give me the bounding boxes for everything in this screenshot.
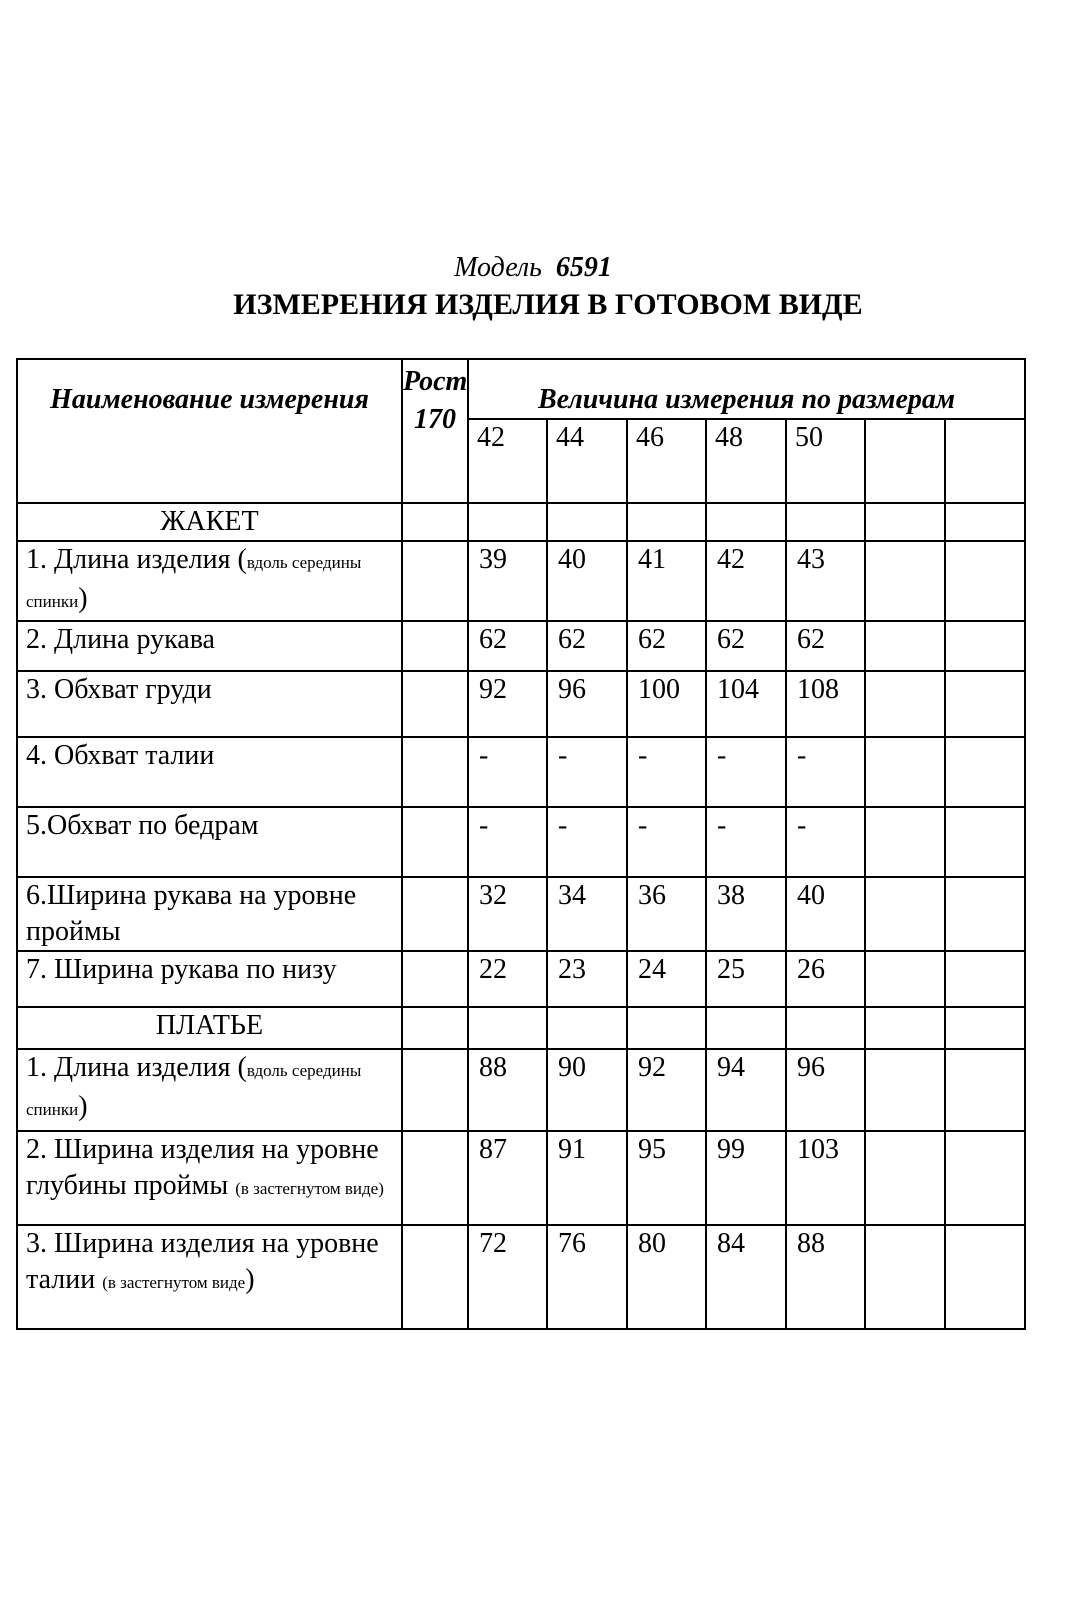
value-cell — [945, 807, 1025, 877]
measurement-name — [17, 807, 402, 877]
value-cell — [945, 1049, 1025, 1131]
value-cell — [945, 1131, 1025, 1225]
size-header-cell — [865, 419, 945, 503]
value-cell: 24 — [627, 951, 706, 1007]
growth-cell — [402, 877, 468, 951]
table-row — [17, 621, 1025, 671]
value-cell: 91 — [547, 1131, 627, 1225]
size-header-cell: 44 — [547, 419, 627, 503]
empty-cell — [547, 503, 627, 541]
measurement-label: 4. Обхват талии — [26, 740, 215, 771]
value-cell: 38 — [706, 877, 786, 951]
growth-cell — [402, 621, 468, 671]
header-values-title: Величина измерения по размерам — [468, 359, 1025, 419]
value-cell — [945, 621, 1025, 671]
value-cell: - — [627, 737, 706, 807]
value-cell: 92 — [627, 1049, 706, 1131]
model-title — [0, 252, 1066, 284]
measurement-label: 1. Длина изделия ( — [26, 1052, 247, 1083]
size-header-cell: 46 — [627, 419, 706, 503]
section-row — [17, 1007, 1025, 1049]
header-growth-cell — [402, 359, 468, 503]
value-cell: 108 — [786, 671, 865, 737]
value-cell — [945, 737, 1025, 807]
measurement-name — [17, 737, 402, 807]
measurement-close: ) — [78, 1091, 88, 1122]
table-row — [17, 1131, 1025, 1225]
value-cell: 84 — [706, 1225, 786, 1329]
value-cell: 62 — [468, 621, 547, 671]
table-row — [17, 1049, 1025, 1131]
value-cell: 99 — [706, 1131, 786, 1225]
value-cell: 34 — [547, 877, 627, 951]
empty-cell — [402, 503, 468, 541]
value-cell: 92 — [468, 671, 547, 737]
value-cell: 94 — [706, 1049, 786, 1131]
value-cell — [865, 1049, 945, 1131]
empty-cell — [865, 1007, 945, 1049]
value-cell — [865, 807, 945, 877]
value-cell: - — [468, 737, 547, 807]
value-cell — [945, 671, 1025, 737]
value-cell: 62 — [786, 621, 865, 671]
measurement-label: 3. Обхват груди — [26, 674, 212, 705]
value-cell: 40 — [786, 877, 865, 951]
growth-cell — [402, 951, 468, 1007]
value-cell: 26 — [786, 951, 865, 1007]
value-cell: 76 — [547, 1225, 627, 1329]
growth-cell — [402, 807, 468, 877]
measurement-label: 6.Ширина рукава на уровне проймы — [26, 880, 357, 947]
value-cell: 62 — [627, 621, 706, 671]
header-name-cell: Наименование измерения — [17, 359, 402, 503]
value-cell: 80 — [627, 1225, 706, 1329]
value-cell: 103 — [786, 1131, 865, 1225]
value-cell: 42 — [706, 541, 786, 621]
measurement-name — [17, 541, 402, 621]
section-title: ПЛАТЬЕ — [17, 1007, 402, 1049]
value-cell: 95 — [627, 1131, 706, 1225]
value-cell: - — [547, 737, 627, 807]
value-cell: 90 — [547, 1049, 627, 1131]
measurement-name — [17, 621, 402, 671]
size-header-cell: 50 — [786, 419, 865, 503]
model-label: Модель — [454, 252, 542, 283]
measurement-name — [17, 671, 402, 737]
value-cell: - — [786, 737, 865, 807]
empty-cell — [706, 1007, 786, 1049]
growth-cell — [402, 1049, 468, 1131]
value-cell: 104 — [706, 671, 786, 737]
measurement-name — [17, 1049, 402, 1131]
value-cell: 40 — [547, 541, 627, 621]
value-cell: 32 — [468, 877, 547, 951]
value-cell: 25 — [706, 951, 786, 1007]
measurement-note: (в застегнутом виде) — [235, 1179, 384, 1198]
measurement-close: ) — [245, 1264, 255, 1295]
value-cell: - — [547, 807, 627, 877]
measurement-label: 3. Ширина изделия на уровне талии — [26, 1228, 379, 1295]
measurement-name — [17, 877, 402, 951]
value-cell: 62 — [547, 621, 627, 671]
value-cell: 22 — [468, 951, 547, 1007]
empty-cell — [402, 1007, 468, 1049]
table-row — [17, 951, 1025, 1007]
value-cell: - — [627, 807, 706, 877]
value-cell — [865, 671, 945, 737]
table-row — [17, 541, 1025, 621]
value-cell: 100 — [627, 671, 706, 737]
empty-cell — [945, 503, 1025, 541]
growth-cell — [402, 1131, 468, 1225]
empty-cell — [627, 503, 706, 541]
measurement-label: 2. Длина рукава — [26, 624, 215, 655]
table-row — [17, 877, 1025, 951]
empty-cell — [786, 1007, 865, 1049]
empty-cell — [786, 503, 865, 541]
growth-cell — [402, 541, 468, 621]
value-cell — [865, 951, 945, 1007]
measurements-table — [16, 358, 1026, 1330]
value-cell — [945, 951, 1025, 1007]
value-cell: 87 — [468, 1131, 547, 1225]
empty-cell — [468, 503, 547, 541]
empty-cell — [945, 1007, 1025, 1049]
measurement-label: 5.Обхват по бедрам — [26, 810, 259, 841]
table-row — [17, 671, 1025, 737]
empty-cell — [627, 1007, 706, 1049]
value-cell: 36 — [627, 877, 706, 951]
value-cell: 41 — [627, 541, 706, 621]
value-cell — [945, 1225, 1025, 1329]
value-cell — [945, 877, 1025, 951]
measurement-note: вдоль середины спинки — [26, 1061, 362, 1119]
growth-cell — [402, 737, 468, 807]
measurement-name — [17, 951, 402, 1007]
value-cell — [865, 877, 945, 951]
value-cell: 72 — [468, 1225, 547, 1329]
measurement-close: ) — [78, 583, 88, 614]
measurement-label: 7. Ширина рукава по низу — [26, 954, 337, 985]
measurement-note: вдоль середины спинки — [26, 553, 362, 611]
value-cell: 23 — [547, 951, 627, 1007]
measurement-note: (в застегнутом виде — [102, 1273, 246, 1292]
growth-label: Рост — [403, 366, 468, 397]
value-cell — [865, 541, 945, 621]
table-row — [17, 1225, 1025, 1329]
value-cell — [865, 621, 945, 671]
growth-cell — [402, 671, 468, 737]
measurement-label: 2. Ширина изделия на уровне глубины проймы — [26, 1134, 379, 1201]
value-cell — [865, 737, 945, 807]
measurement-name — [17, 1225, 402, 1329]
size-header-cell: 42 — [468, 419, 547, 503]
table-row — [17, 737, 1025, 807]
value-cell: 39 — [468, 541, 547, 621]
value-cell: - — [786, 807, 865, 877]
size-header-cell — [945, 419, 1025, 503]
value-cell: - — [706, 737, 786, 807]
value-cell: - — [706, 807, 786, 877]
value-cell: 88 — [468, 1049, 547, 1131]
measurement-label: 1. Длина изделия ( — [26, 544, 247, 575]
value-cell: 88 — [786, 1225, 865, 1329]
empty-cell — [706, 503, 786, 541]
empty-cell — [865, 503, 945, 541]
value-cell: - — [468, 807, 547, 877]
model-number: 6591 — [555, 252, 612, 283]
empty-cell — [468, 1007, 547, 1049]
measurement-name — [17, 1131, 402, 1225]
table-row — [17, 807, 1025, 877]
value-cell — [865, 1131, 945, 1225]
value-cell: 62 — [706, 621, 786, 671]
value-cell — [945, 541, 1025, 621]
growth-cell — [402, 1225, 468, 1329]
section-title: ЖАКЕТ — [17, 503, 402, 541]
growth-value: 170 — [414, 404, 456, 435]
section-row — [17, 503, 1025, 541]
value-cell: 43 — [786, 541, 865, 621]
page-title: ИЗМЕРЕНИЯ ИЗДЕЛИЯ В ГОТОВОМ ВИДЕ — [233, 288, 863, 321]
value-cell: 96 — [547, 671, 627, 737]
empty-cell — [547, 1007, 627, 1049]
size-header-cell: 48 — [706, 419, 786, 503]
value-cell — [865, 1225, 945, 1329]
value-cell: 96 — [786, 1049, 865, 1131]
